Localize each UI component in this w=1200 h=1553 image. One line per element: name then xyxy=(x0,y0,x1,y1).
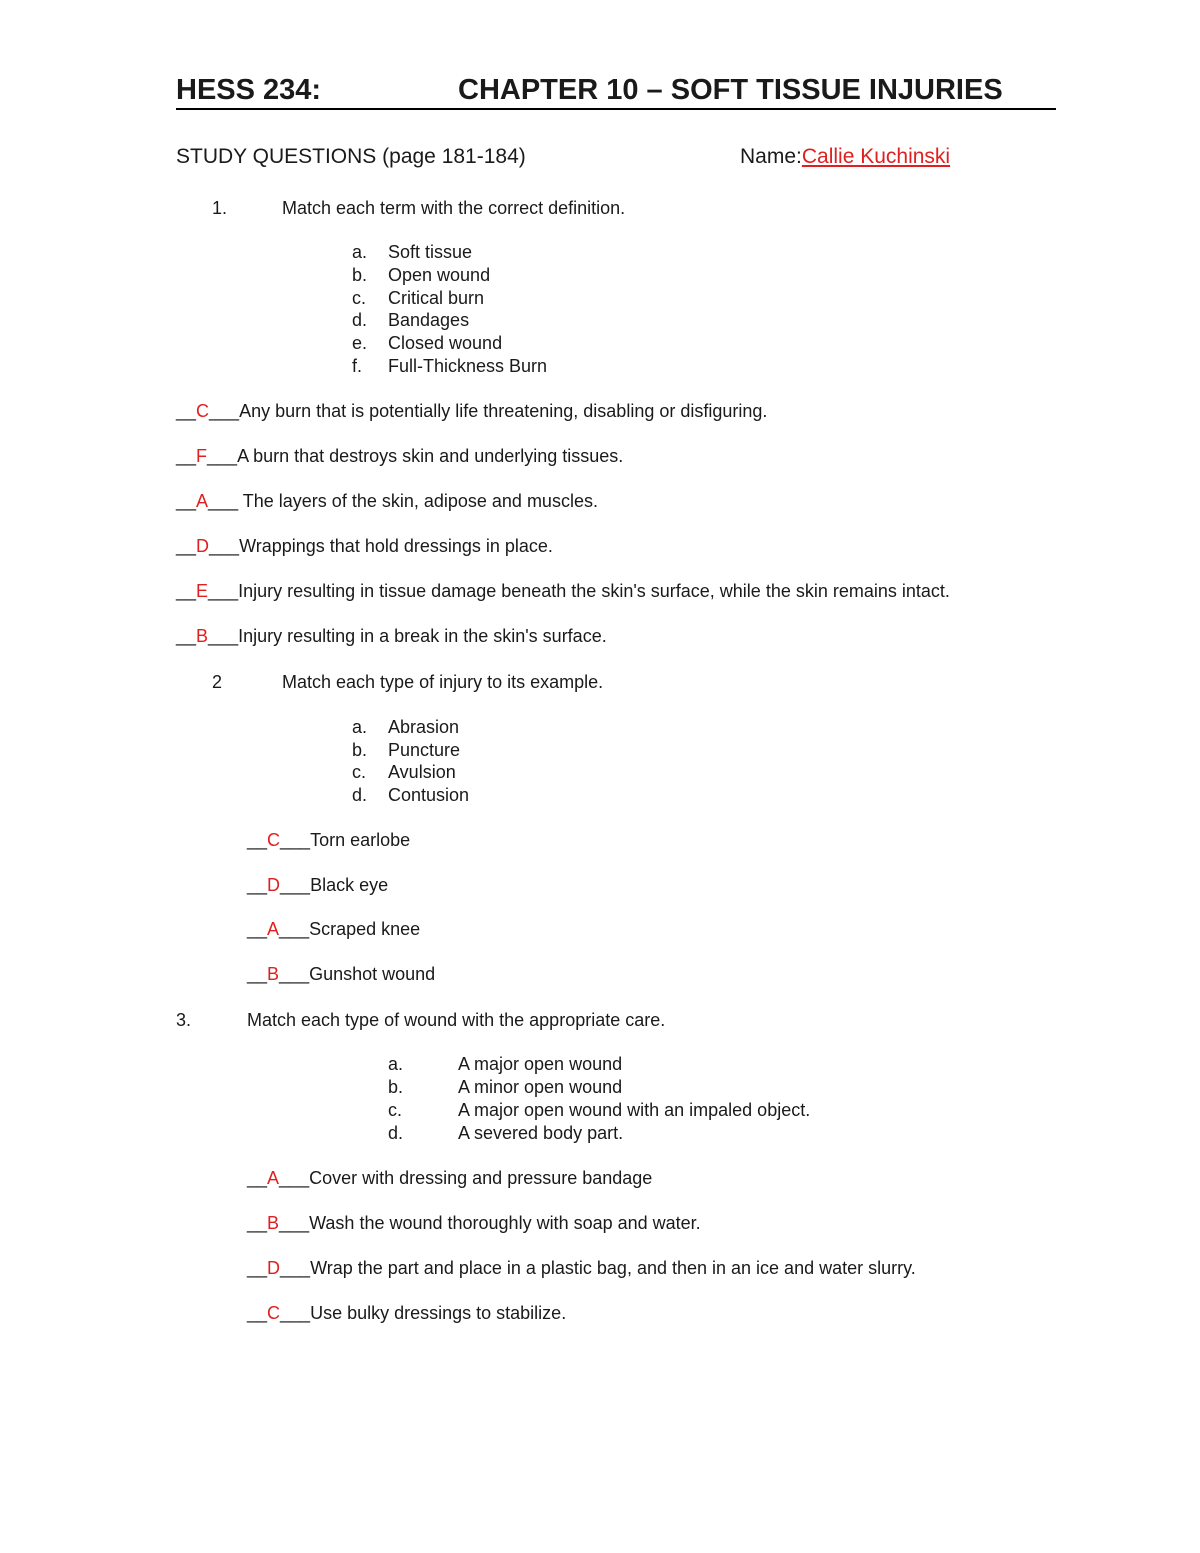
q2-number: 2 xyxy=(212,672,223,692)
definition-text: Injury resulting in a break in the skin's surface. xyxy=(238,626,607,646)
answer-letter[interactable]: B xyxy=(196,626,209,646)
blank-lead: __ xyxy=(247,964,268,984)
blank-trail: ___ xyxy=(280,875,311,895)
blank-lead: __ xyxy=(176,581,197,601)
example-text: Gunshot wound xyxy=(309,964,436,984)
blank-lead: __ xyxy=(247,875,268,895)
blank-trail: ___ xyxy=(279,919,310,939)
blank-trail: ___ xyxy=(209,401,240,421)
name-line xyxy=(740,145,950,169)
q1-option-letter: f. xyxy=(352,356,363,376)
care-text: Cover with dressing and pressure bandage xyxy=(309,1168,653,1188)
q2-option-text: Avulsion xyxy=(388,762,456,782)
blank-trail: ___ xyxy=(280,1258,311,1278)
q3-prompt: Match each type of wound with the appropriate care. xyxy=(247,1010,666,1030)
answer-line xyxy=(176,445,623,467)
blank-lead: __ xyxy=(176,536,197,556)
q1-option-letter: d. xyxy=(352,310,368,330)
answer-letter[interactable]: A xyxy=(196,491,209,511)
q3-number: 3. xyxy=(176,1010,192,1030)
q3-option-letter: c. xyxy=(388,1100,403,1120)
course-code: HESS 234: xyxy=(176,74,322,106)
blank-lead: __ xyxy=(247,1213,268,1233)
blank-lead: __ xyxy=(247,1258,268,1278)
q3-option-letter: a. xyxy=(388,1054,404,1074)
q1-option-text: Critical burn xyxy=(388,288,485,308)
answer-letter[interactable]: C xyxy=(267,830,281,850)
q1-option-text: Soft tissue xyxy=(388,242,473,262)
blank-trail: ___ xyxy=(279,1168,310,1188)
q1-option-text: Closed wound xyxy=(388,333,503,353)
q1-option-letter: c. xyxy=(352,288,367,308)
blank-lead: __ xyxy=(247,1168,268,1188)
blank-trail: ___ xyxy=(209,536,240,556)
name-label: Name: xyxy=(740,145,802,168)
answer-line xyxy=(247,1302,566,1324)
answer-line xyxy=(247,1257,916,1279)
student-name: Callie Kuchinski xyxy=(801,145,951,168)
q3-option-letter: d. xyxy=(388,1123,404,1143)
answer-line xyxy=(247,963,435,985)
q3-option-text: A severed body part. xyxy=(458,1123,624,1143)
blank-lead: __ xyxy=(176,626,197,646)
q1-prompt: Match each term with the correct definition. xyxy=(282,198,626,218)
q2-option-letter: c. xyxy=(352,762,367,782)
blank-lead: __ xyxy=(176,491,197,511)
q2-option-letter: d. xyxy=(352,785,368,805)
page-title xyxy=(176,72,1056,110)
answer-line xyxy=(247,1212,701,1234)
blank-trail: ___ xyxy=(207,446,238,466)
example-text: Torn earlobe xyxy=(310,830,411,850)
definition-text: Wrappings that hold dressings in place. xyxy=(239,536,553,556)
q1-option-text: Open wound xyxy=(388,265,491,285)
answer-letter[interactable]: C xyxy=(267,1303,281,1323)
answer-line xyxy=(176,490,598,512)
answer-line xyxy=(247,874,388,896)
blank-trail: ___ xyxy=(208,491,239,511)
blank-trail: ___ xyxy=(279,964,310,984)
blank-lead: __ xyxy=(247,830,268,850)
blank-lead: __ xyxy=(247,919,268,939)
blank-lead: __ xyxy=(176,446,197,466)
definition-text: Any burn that is potentially life threatening, disabling or disfiguring. xyxy=(239,401,768,421)
q1-option-letter: e. xyxy=(352,333,368,353)
answer-line xyxy=(176,580,950,602)
blank-lead: __ xyxy=(176,401,197,421)
q2-option-text: Contusion xyxy=(388,785,470,805)
q1-option-letter: b. xyxy=(352,265,368,285)
chapter-title: CHAPTER 10 – SOFT TISSUE INJURIES xyxy=(458,74,1003,106)
answer-letter[interactable]: C xyxy=(196,401,210,421)
care-text: Wrap the part and place in a plastic bag, and then in an ice and water slurry. xyxy=(310,1258,916,1278)
q1-option-text: Bandages xyxy=(388,310,470,330)
answer-letter[interactable]: D xyxy=(196,536,210,556)
answer-line xyxy=(176,400,767,422)
study-questions-label: STUDY QUESTIONS (page 181-184) xyxy=(176,145,526,168)
answer-letter[interactable]: A xyxy=(267,919,280,939)
blank-trail: ___ xyxy=(208,581,239,601)
q1-option-letter: a. xyxy=(352,242,368,262)
blank-trail: ___ xyxy=(280,830,311,850)
q3-option-text: A minor open wound xyxy=(458,1077,623,1097)
definition-text: A burn that destroys skin and underlying tissues. xyxy=(237,446,624,466)
care-text: Use bulky dressings to stabilize. xyxy=(310,1303,567,1323)
answer-letter[interactable]: B xyxy=(267,964,280,984)
answer-line xyxy=(176,535,553,557)
answer-line xyxy=(176,625,607,647)
blank-trail: ___ xyxy=(280,1303,311,1323)
q1-option-text: Full-Thickness Burn xyxy=(388,356,548,376)
definition-text: The layers of the skin, adipose and muscles. xyxy=(238,491,598,511)
blank-trail: ___ xyxy=(279,1213,310,1233)
q2-option-text: Puncture xyxy=(388,740,461,760)
answer-letter[interactable]: B xyxy=(267,1213,280,1233)
answer-letter[interactable]: F xyxy=(196,446,208,466)
example-text: Black eye xyxy=(310,875,389,895)
answer-letter[interactable]: D xyxy=(267,875,281,895)
q3-option-text: A major open wound xyxy=(458,1054,623,1074)
answer-line xyxy=(247,829,410,851)
q3-option-text: A major open wound with an impaled object. xyxy=(458,1100,811,1120)
answer-letter[interactable]: E xyxy=(196,581,209,601)
q2-prompt: Match each type of injury to its example. xyxy=(282,672,604,692)
definition-text: Injury resulting in tissue damage beneath the skin's surface, while the skin remains intact. xyxy=(238,581,950,601)
answer-line xyxy=(247,1167,652,1189)
answer-line xyxy=(247,918,420,940)
care-text: Wash the wound thoroughly with soap and water. xyxy=(309,1213,701,1233)
q2-option-letter: a. xyxy=(352,717,368,737)
answer-letter[interactable]: D xyxy=(267,1258,281,1278)
q1-number: 1. xyxy=(212,198,228,218)
answer-letter[interactable]: A xyxy=(267,1168,280,1188)
blank-lead: __ xyxy=(247,1303,268,1323)
q2-option-letter: b. xyxy=(352,740,368,760)
blank-trail: ___ xyxy=(208,626,239,646)
example-text: Scraped knee xyxy=(309,919,421,939)
q2-option-text: Abrasion xyxy=(388,717,460,737)
q3-option-letter: b. xyxy=(388,1077,404,1097)
